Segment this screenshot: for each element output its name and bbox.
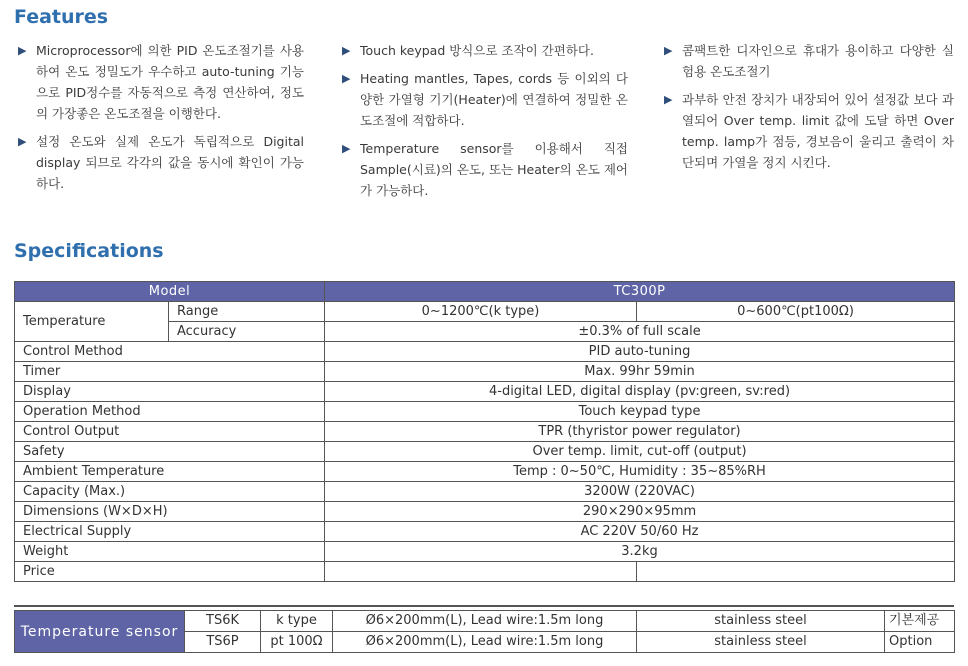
spec-label: Timer	[15, 362, 325, 382]
specifications-heading: Specifications	[14, 240, 164, 262]
spec-row	[15, 422, 955, 442]
temperature-label: Temperature	[15, 302, 169, 342]
feature-text: Microprocessor에 의한 PID 온도조절기를 사용하여 온도 정밀도가 우수하고 auto-tuning 기능으로 PID정수를 자동적으로 측정 연산하여, 정도의 가장좋은 온도조절을 이행한다.	[36, 43, 304, 121]
spec-row	[15, 522, 955, 542]
range-label: Range	[169, 302, 325, 322]
accuracy-value: ±0.3% of full scale	[325, 322, 955, 342]
features-column-2	[342, 40, 628, 208]
spec-value: 4-digital LED, digital display (pv:green, sv:red)	[325, 382, 955, 402]
feature-item	[18, 131, 304, 194]
sensor-note: Option	[885, 632, 955, 653]
sensor-type: k type	[261, 611, 333, 632]
spec-row	[15, 442, 955, 462]
spec-label: Control Method	[15, 342, 325, 362]
sensor-type: pt 100Ω	[261, 632, 333, 653]
range-pt-value: 0~600℃(pt100Ω)	[637, 302, 955, 322]
feature-text: Temperature sensor를 이용해서 직접 Sample(시료)의 온도, 또는 Heater의 온도 제어가 가능하다.	[360, 141, 628, 198]
feature-text: 과부하 안전 장치가 내장되어 있어 설정값 보다 과열되어 Over temp. limit 값에 도달 하면 Over temp. lamp가 점등, 경보음이 울리고 출력이 차단되며 가열을 정지 시킨다.	[682, 92, 954, 170]
feature-text: Touch keypad 방식으로 조작이 간편하다.	[360, 43, 594, 58]
spec-value: 290×290×95mm	[325, 502, 955, 522]
spec-row	[15, 402, 955, 422]
spec-value: AC 220V 50/60 Hz	[325, 522, 955, 542]
sensor-divider	[14, 605, 954, 607]
sensor-row	[15, 611, 955, 632]
feature-item	[342, 138, 628, 201]
triangle-bullet-icon: ▶	[342, 44, 351, 57]
specifications-table	[14, 281, 955, 582]
model-value: TC300P	[325, 282, 955, 302]
triangle-bullet-icon: ▶	[664, 93, 673, 106]
features-heading: Features	[14, 6, 109, 28]
spec-label: Dimensions (W×D×H)	[15, 502, 325, 522]
spec-row-price	[15, 562, 955, 582]
spec-row	[15, 502, 955, 522]
sensor-note: 기본제공	[885, 611, 955, 632]
spec-row	[15, 382, 955, 402]
feature-text: Heating mantles, Tapes, cords 등 이외의 다양한 가열형 기기(Heater)에 연결하여 정밀한 온도조절에 적합하다.	[360, 71, 628, 128]
spec-label: Weight	[15, 542, 325, 562]
sensor-size: Ø6×200mm(L), Lead wire:1.5m long	[333, 632, 637, 653]
spec-value: TPR (thyristor power regulator)	[325, 422, 955, 442]
feature-item	[342, 68, 628, 131]
model-label: Model	[15, 282, 325, 302]
spec-label: Capacity (Max.)	[15, 482, 325, 502]
spec-label: Display	[15, 382, 325, 402]
feature-item	[18, 40, 304, 124]
triangle-bullet-icon: ▶	[342, 142, 351, 155]
spec-label: Safety	[15, 442, 325, 462]
range-k-value: 0~1200℃(k type)	[325, 302, 637, 322]
temperature-sensor-label: Temperature sensor	[15, 611, 185, 653]
features-column-1	[18, 40, 304, 201]
spec-value: Over temp. limit, cut-off (output)	[325, 442, 955, 462]
temperature-sensor-table	[14, 610, 955, 653]
spec-value: Max. 99hr 59min	[325, 362, 955, 382]
spec-value: 3200W (220VAC)	[325, 482, 955, 502]
feature-text: 콤팩트한 디자인으로 휴대가 용이하고 다양한 실험용 온도조절기	[682, 43, 954, 79]
feature-item	[664, 40, 954, 82]
features-column-3	[664, 40, 954, 180]
sensor-code: TS6P	[185, 632, 261, 653]
price-label: Price	[15, 562, 325, 582]
spec-label: Electrical Supply	[15, 522, 325, 542]
spec-value: PID auto-tuning	[325, 342, 955, 362]
price-value-a	[325, 562, 637, 582]
triangle-bullet-icon: ▶	[664, 44, 673, 57]
spec-value: Temp : 0~50℃, Humidity : 35~85%RH	[325, 462, 955, 482]
spec-row	[15, 542, 955, 562]
sensor-material: stainless steel	[637, 632, 885, 653]
spec-label: Control Output	[15, 422, 325, 442]
spec-row-temperature-range	[15, 302, 955, 322]
spec-row	[15, 482, 955, 502]
spec-value: 3.2kg	[325, 542, 955, 562]
accuracy-label: Accuracy	[169, 322, 325, 342]
spec-value: Touch keypad type	[325, 402, 955, 422]
spec-label: Ambient Temperature	[15, 462, 325, 482]
sensor-code: TS6K	[185, 611, 261, 632]
feature-item	[664, 89, 954, 173]
triangle-bullet-icon: ▶	[18, 135, 27, 148]
triangle-bullet-icon: ▶	[342, 72, 351, 85]
price-value-b	[637, 562, 955, 582]
spec-label: Operation Method	[15, 402, 325, 422]
spec-row	[15, 362, 955, 382]
sensor-material: stainless steel	[637, 611, 885, 632]
feature-text: 설정 온도와 실제 온도가 독립적으로 Digital display 되므로 각각의 값을 동시에 확인이 가능하다.	[36, 134, 304, 191]
spec-row	[15, 342, 955, 362]
spec-header-row	[15, 282, 955, 302]
triangle-bullet-icon: ▶	[18, 44, 27, 57]
sensor-size: Ø6×200mm(L), Lead wire:1.5m long	[333, 611, 637, 632]
feature-item	[342, 40, 628, 61]
spec-row	[15, 462, 955, 482]
